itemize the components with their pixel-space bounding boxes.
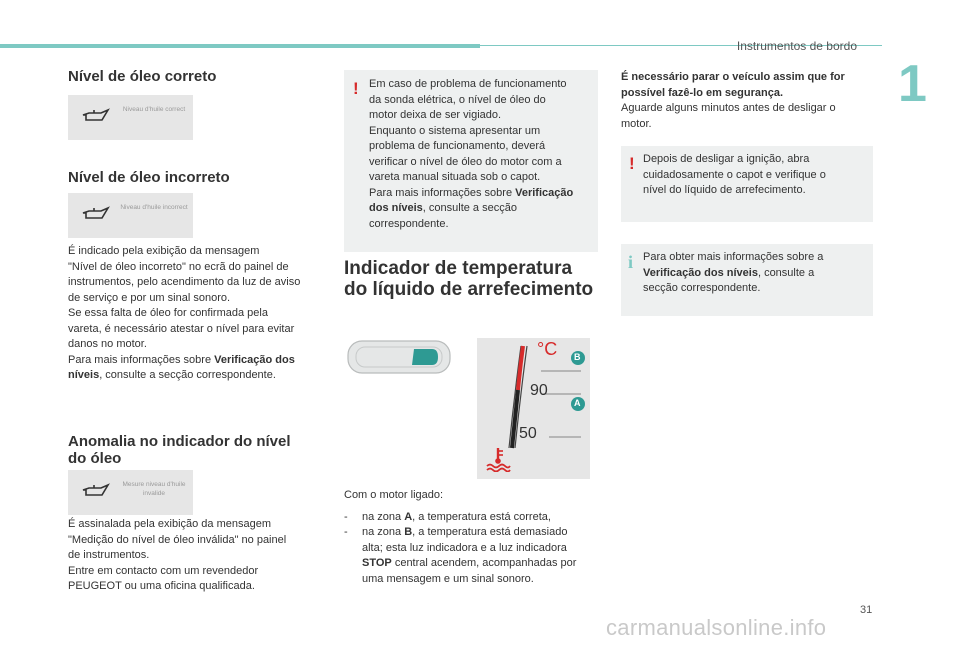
warning-icon: ! bbox=[353, 79, 359, 98]
heading-oil-anomaly: Anomalia no indicador do nível do óleo bbox=[68, 433, 291, 467]
oil-message-text: Niveau d'huile correct bbox=[122, 106, 186, 113]
info-icon: i bbox=[628, 252, 634, 272]
oil-can-icon bbox=[80, 483, 110, 499]
oil-message-incorrect bbox=[68, 193, 193, 238]
oil-message-correct bbox=[68, 95, 193, 140]
coolant-temperature-gauge bbox=[477, 338, 590, 479]
info-box-fluid-levels: i Para obter mais informações sobre a Verificação dos níveis, consulte a secção correspondente. bbox=[621, 244, 873, 316]
heading-oil-incorrect: Nível de óleo incorreto bbox=[68, 169, 230, 186]
oil-message-text: Mesure niveau d'huile invalide bbox=[122, 481, 186, 497]
gauge-mark-50: 50 bbox=[519, 425, 537, 442]
paragraph-oil-anomaly: É assinalada pela exibição da mensagem "Medição do nível de óleo inválida" no painel de instrumentos. Entre em contacto com um revendedor PEUGEOT ou uma oficina qualificada. bbox=[68, 518, 287, 592]
engine-on-text: Com o motor ligado: bbox=[344, 489, 444, 501]
paragraph-oil-incorrect: É indicado pela exibição da mensagem "Nível de óleo incorreto" no ecrã do painel de instrumentos, pelo acendimento da luz de aviso de serviço e por um sinal sonoro. Se essa falta de óleo for confirmada pela vareta, é necessário atestar o nível para evitar danos no motor. Para mais informações sobre Verificação dos níveis, consulte a secção correspondente. bbox=[68, 245, 301, 381]
gauge-thumbnail-illustration bbox=[346, 338, 454, 378]
gauge-mark-90: 90 bbox=[530, 382, 548, 399]
warning-box-oil-sensor: ! Em caso de problema de funcionamento da sonda elétrica, o nível de óleo do motor deixa de ser vigiado. Enquanto o sistema apresentar um problema de funcionamento, deverá verificar o nível de óleo do motor com a vareta manual situada sob o capot. Para mais informações sobre Verificação dos níveis, consulte a secção correspondente. bbox=[344, 70, 598, 252]
heading-coolant-temperature: Indicador de temperatura do líquido de arrefecimento bbox=[344, 258, 594, 300]
zone-b-badge: B bbox=[574, 352, 581, 362]
chapter-number: 1 bbox=[898, 55, 927, 113]
oil-can-icon bbox=[80, 108, 110, 124]
oil-message-text: Niveau d'huile incorrect bbox=[120, 204, 188, 211]
section-title: Instrumentos de bordo bbox=[736, 39, 857, 53]
warning-icon: ! bbox=[629, 154, 635, 173]
warning-box-coolant-check: ! Depois de desligar a ignição, abra cuidadosamente o capot e verifique o nível do líquido de arrefecimento. bbox=[621, 146, 873, 222]
coolant-temperature-warning-icon bbox=[485, 446, 511, 472]
list-item: - na zona B, a temperatura está demasiado alta; esta luz indicadora e a luz indicadora STOP central acendem, acompanhadas por uma mensagem e um sinal sonoro. bbox=[344, 526, 577, 585]
list-item: - na zona A, a temperatura está correta, bbox=[344, 511, 551, 523]
header-bar bbox=[0, 44, 480, 48]
oil-can-icon bbox=[80, 206, 110, 222]
watermark-text: carmanualsonline.info bbox=[606, 615, 827, 640]
zone-a-badge: A bbox=[574, 398, 581, 408]
heading-oil-correct: Nível de óleo correto bbox=[68, 68, 217, 85]
paragraph-stop-vehicle: É necessário parar o veículo assim que for possível fazê-lo em segurança. Aguarde alguns minutos antes de desligar o motor. bbox=[621, 71, 845, 130]
oil-message-anomaly bbox=[68, 470, 193, 515]
page-number: 31 bbox=[860, 604, 873, 616]
celsius-unit-label: °C bbox=[537, 339, 558, 359]
